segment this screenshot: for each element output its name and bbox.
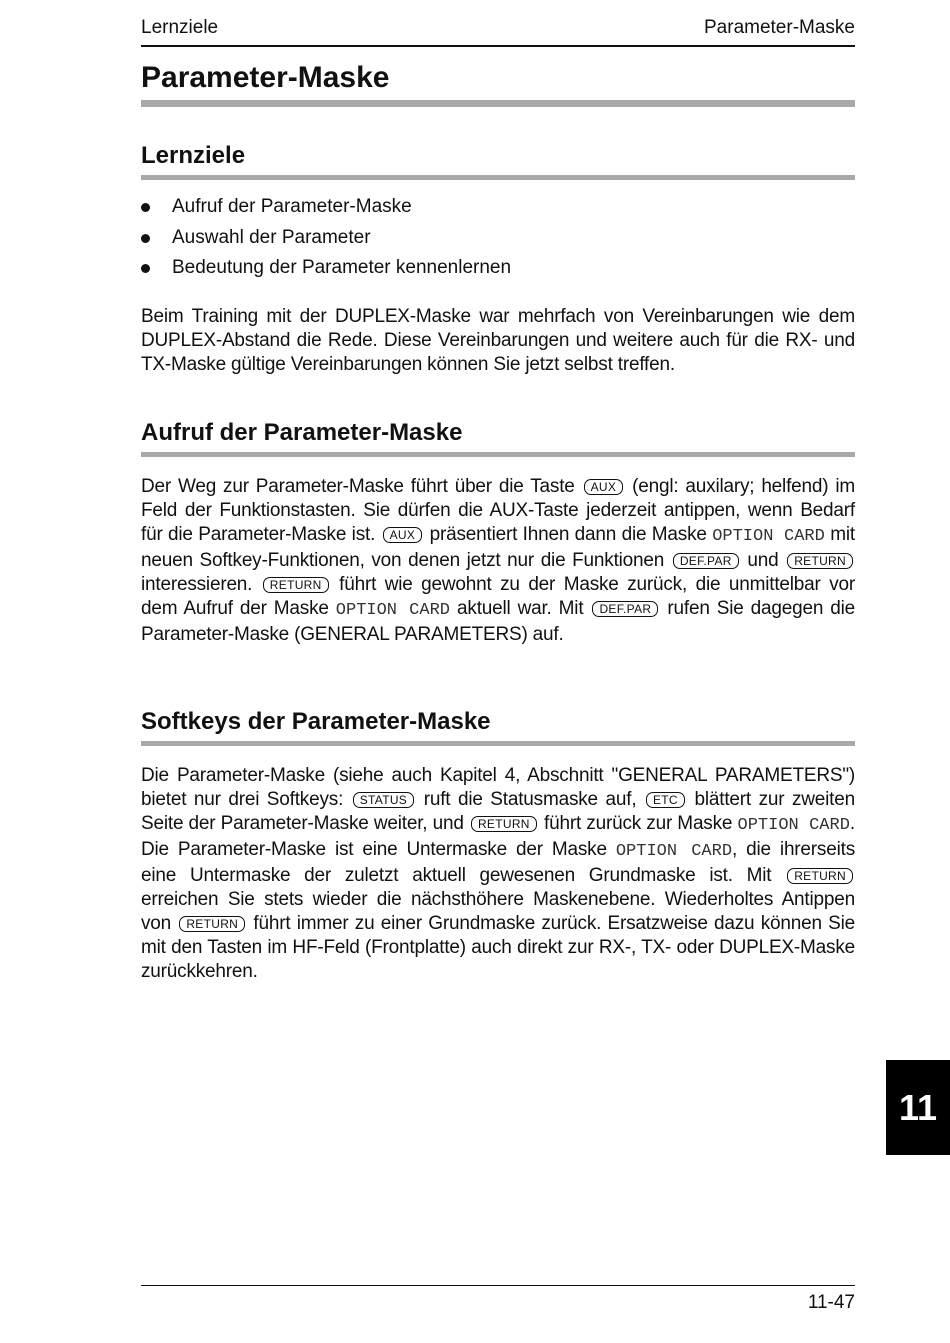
aux-key-icon: AUX bbox=[584, 479, 624, 495]
footer bbox=[141, 1285, 855, 1313]
mask-name: OPTION CARD bbox=[737, 816, 850, 835]
bullet-icon bbox=[141, 264, 150, 273]
mask-name: OPTION CARD bbox=[335, 601, 450, 620]
list-item: Bedeutung der Parameter kennenlernen bbox=[141, 257, 855, 288]
status-key-icon: STATUS bbox=[353, 792, 414, 808]
call-paragraph: Der Weg zur Parameter-Maske führt über die Taste AUX (engl: auxilary; helfend) im Feld der Funktionstasten. Sie dürfen die AUX-Taste jederzeit antippen, wenn Bedarf für die Parameter-Maske ist. AUX präsentiert Ihnen dann die Maske OPTION CARD mit neuen Softkey-Funktionen, von denen jetzt nur die Funktionen DEF.PAR und RETURN interessieren. RETURN führt wie gewohnt zu der Maske zurück, die unmittelbar vor dem Aufruf der Maske OPTION CARD aktuell war. Mit DEF.PAR rufen Sie dagegen die Parameter-Maske (GENERAL PARAMETERS) auf. bbox=[141, 476, 855, 645]
mask-name: OPTION CARD bbox=[615, 842, 733, 861]
section-rule-goals bbox=[141, 175, 855, 180]
return-key-icon: RETURN bbox=[263, 577, 329, 593]
softkeys-paragraph: Die Parameter-Maske (siehe auch Kapitel 4, Abschnitt "GENERAL PARAMETERS") bietet nur drei Softkeys: STATUS ruft die Statusmaske auf, ETC blättert zur zweiten Seite der Parameter-Maske weiter, und RETURN führt zurück zur Maske OPTION CARD. Die Parameter-Maske ist eine Untermaske der Maske OPTION CARD, die ihrerseits eine Untermaske der zuletzt aktuell gewesenen Grundmaske ist. Mit RETURN erreichen Sie stets wieder die nächsthöhere Maskenebene. Wiederholtes Antippen von RETURN führt immer zu einer Grundmaske zurück. Ersatzweise dazu können Sie mit den Tasten im HF-Feld (Frontplatte) auch direkt zur RX-, TX- oder DUPLEX-Maske zurückkehren. bbox=[141, 765, 855, 982]
goals-paragraph: Beim Training mit der DUPLEX-Maske war mehrfach von Vereinbarungen wie dem DUPLEX-Abstand die Rede. Diese Vereinbarungen und weitere auch für die RX- und TX-Maske gültige Vereinbarungen können Sie jetzt selbst treffen. bbox=[141, 306, 855, 375]
page-number: 11-47 bbox=[807, 1292, 855, 1313]
page-title: Parameter-Maske bbox=[141, 61, 390, 94]
defpar-key-icon: DEF.PAR bbox=[673, 553, 739, 569]
return-key-icon: RETURN bbox=[179, 916, 245, 932]
bullet-icon bbox=[141, 234, 150, 243]
title-rule bbox=[141, 100, 855, 107]
mask-name: OPTION CARD bbox=[712, 527, 825, 546]
list-item: Auswahl der Parameter bbox=[141, 227, 855, 258]
return-key-icon: RETURN bbox=[787, 868, 853, 884]
list-item: Aufruf der Parameter-Maske bbox=[141, 196, 855, 227]
return-key-icon: RETURN bbox=[471, 816, 537, 832]
return-key-icon: RETURN bbox=[787, 553, 853, 569]
section-rule-call bbox=[141, 452, 855, 457]
section-heading-call: Aufruf der Parameter-Maske bbox=[141, 419, 463, 446]
defpar-key-icon: DEF.PAR bbox=[592, 601, 658, 617]
goals-list bbox=[141, 196, 855, 288]
etc-key-icon: ETC bbox=[646, 792, 685, 808]
header-left-title: Lernziele bbox=[141, 17, 219, 38]
section-heading-softkeys: Softkeys der Parameter-Maske bbox=[141, 708, 491, 735]
aux-key-icon: AUX bbox=[383, 527, 423, 543]
section-heading-goals: Lernziele bbox=[141, 142, 246, 169]
chapter-tab: 11 bbox=[886, 1060, 950, 1155]
header-right-title: Parameter-Maske bbox=[704, 17, 855, 38]
section-rule-softkeys bbox=[141, 741, 855, 746]
running-header bbox=[141, 15, 855, 47]
bullet-icon bbox=[141, 203, 150, 212]
